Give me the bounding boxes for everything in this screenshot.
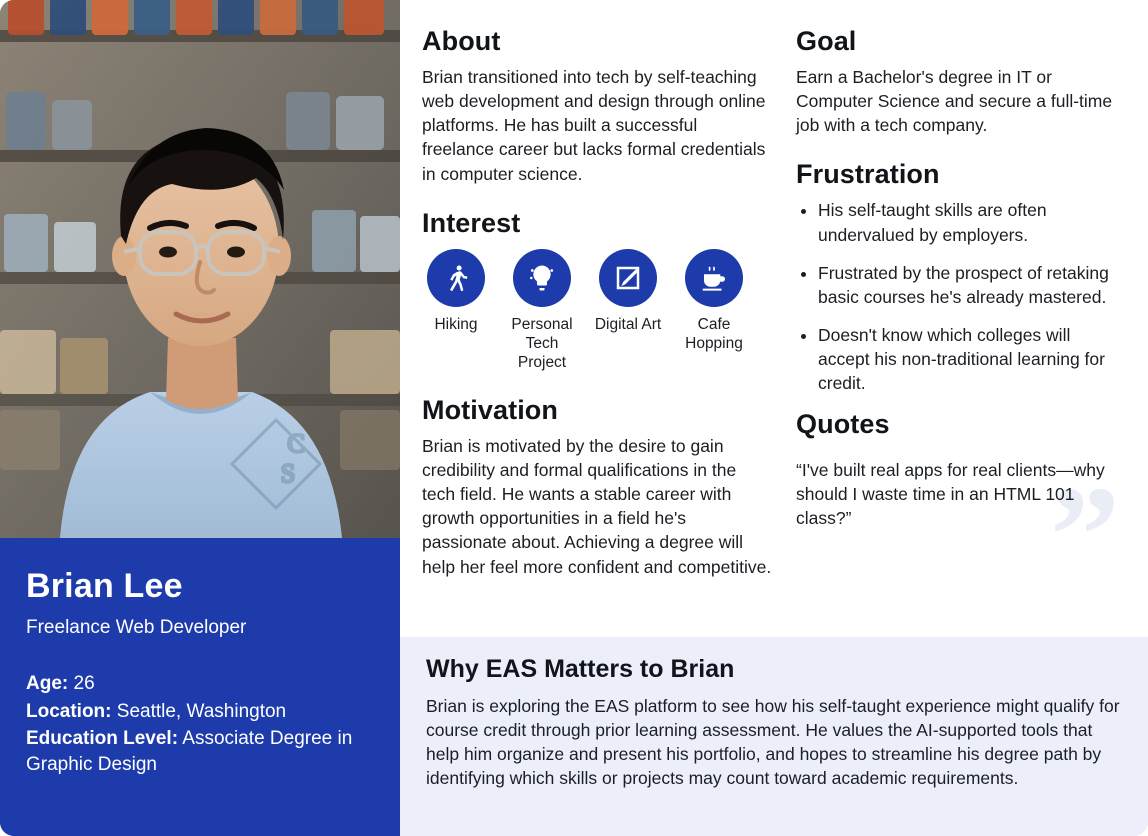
interest-label: Cafe Hopping [685,315,743,353]
education-value: Associate Degree in Graphic Design [26,727,353,776]
persona-name: Brian Lee [26,567,183,605]
frustration-item: • Doesn't know which colleges will accept his non-traditional learning for credit. [818,323,1122,395]
interest-item-digital-art [594,249,662,373]
quote-block [796,457,1122,613]
interest-item-hiking [422,249,490,373]
why-text: Brian is exploring the EAS platform to see how his self-taught experience might qualify for course credit through prior learning assessment. He values the AI-supported tools that help him organize and present his portfolio, and hopes to streamline his degree path by identifying which skills or projects may count toward academic requirements. [426,696,1120,789]
quote-mark-icon: ” [1050,457,1120,613]
persona-role: Freelance Web Developer [26,617,247,639]
why-eas-matters-band [400,637,1148,836]
education-label: Education Level: [26,727,179,749]
goal-title: Goal [796,26,857,56]
coffee-cup-icon [685,249,743,307]
persona-photo [0,0,400,538]
identity-block [0,538,400,836]
interest-item-personal-tech-project [508,249,576,373]
interest-title: Interest [422,207,521,238]
digital-art-icon [599,249,657,307]
goal-text: Earn a Bachelor's degree in IT or Computer Science and secure a full-time job with a tech company. [796,67,1113,136]
frustration-title: Frustration [796,159,940,190]
about-text: Brian transitioned into tech by self-teaching web development and design through online platforms. He has built a successful freelance career but lacks formal credentials in computer science. [422,67,766,184]
interest-label: Hiking [434,315,478,333]
motivation-text: Brian is motivated by the desire to gain credibility and formal qualifications in the tech field. He wants a stable career with growth opportunities in a field he's passionate about. Achieving a degree will help her feel more confident and competitive. [422,435,772,577]
location-value: Seattle, Washington [116,700,287,722]
right-column [400,0,1148,836]
interest-label: Personal Tech Project [511,315,573,372]
lightbulb-icon [513,249,571,307]
quote-text: “I've built real apps for real clients—why should I waste time in an HTML 101 class?” [796,459,1105,529]
column-right-content [796,26,1122,637]
content-columns [400,0,1148,637]
meta-row-age [26,671,374,697]
interest-list [422,249,774,373]
why-title: Why EAS Matters to Brian [426,655,735,683]
left-column [0,0,400,836]
location-label: Location: [26,700,112,722]
interest-label: Digital Art [594,315,662,333]
svg-text:S: S [280,459,296,488]
age-value: 26 [73,673,95,695]
age-label: Age: [26,673,69,695]
hiking-icon [427,249,485,307]
persona-meta [26,671,374,778]
about-title: About [422,26,501,56]
svg-text:C: C [287,429,305,458]
interest-item-cafe-hopping [680,249,748,373]
column-left-content [422,26,774,637]
frustration-item: • His self-taught skills are often undervalued by employers. [818,198,1122,246]
meta-row-education [26,726,374,778]
frustration-item: • Frustrated by the prospect of retaking basic courses he's already mastered. [818,261,1122,309]
photo-illustration [0,0,400,538]
meta-row-location [26,699,374,725]
quotes-title: Quotes [796,409,890,440]
motivation-title: Motivation [422,394,558,425]
frustration-list [796,198,1122,395]
